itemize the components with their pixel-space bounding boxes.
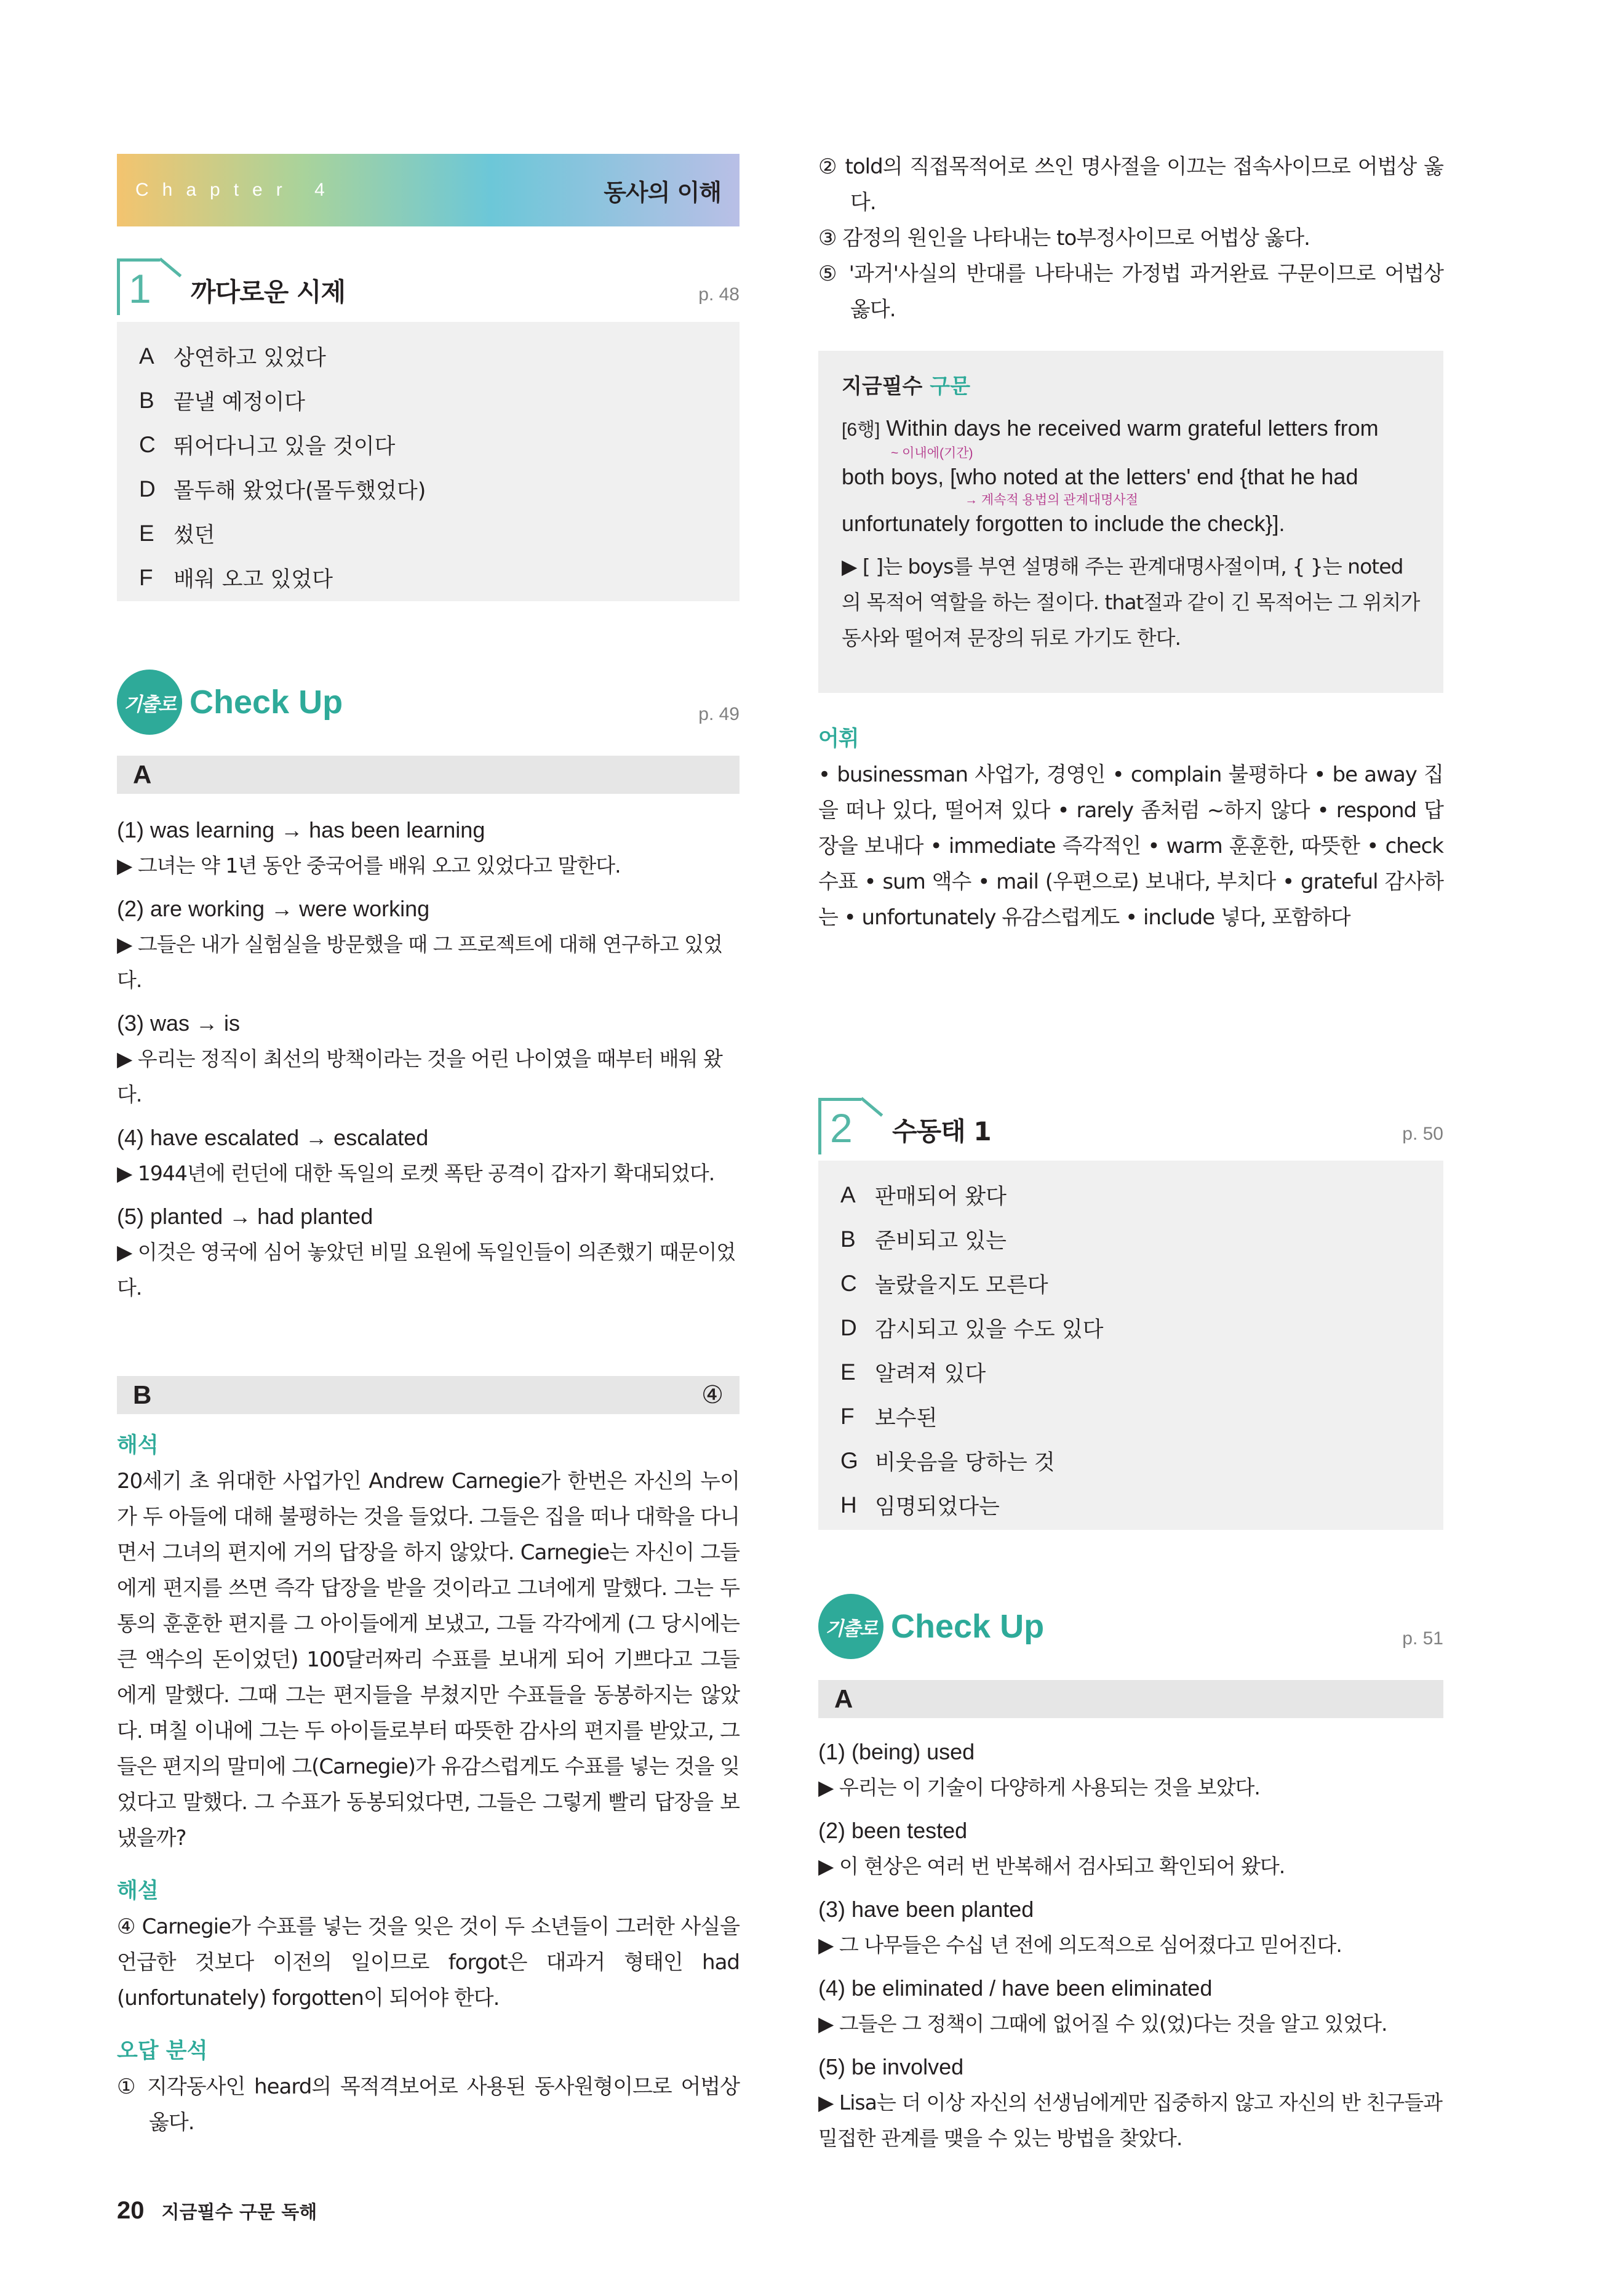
list-item (117, 1199, 740, 1306)
gloss-note: ~ 이내에(기간) (891, 446, 973, 460)
vocab-label: 어휘 (818, 727, 859, 751)
sentence-line: unfortunately forgotten to include the check}]. (842, 511, 1285, 536)
section2-title: 수동태 1 (892, 1116, 991, 1146)
gloss-note: → 계속적 용법의 관계대명사절 (965, 493, 1138, 507)
section1-number: 1 (117, 258, 160, 315)
vocab-text: • businessman 사업가, 경영인 • complain 불평하다 • be away 집을 떠나 있다, 떨어져 있다 • rarely 좀처럼 ~하지 않다 • respond 답장을 보내다 • immediate 즉각적인 • warm 훈훈한, 따뜻한 • check 수표 • sum 액수 • mail (우편으로) 보내다, 부치다 • grateful 감사하는 • unfortunately 유감스럽게도 • include 넣다, 포함하다 (818, 762, 1443, 930)
answer-text: 배워 오고 있었다 (173, 567, 333, 592)
answer-row (139, 378, 717, 423)
checkup1-a-items (117, 812, 740, 1313)
part-a-bar (117, 756, 740, 794)
answer-text: 감시되고 있을 수도 있다 (875, 1318, 1104, 1342)
grammar-note: ▶ [ ]는 boys를 부연 설명해 주는 관계대명사절이며, { }는 noted의 목적어 역할을 하는 절이다. that절과 같이 긴 목적어는 그 위치가 동사와 떨어져 문장의 뒤로 가기도 한다. (842, 554, 1420, 650)
section2-answer-box (818, 1161, 1443, 1530)
section1-title: 까다로운 시제 (191, 277, 346, 307)
item-translation: ▶ 우리는 이 기술이 다양하게 사용되는 것을 보았다. (818, 1775, 1260, 1799)
list-item (818, 1813, 1443, 1884)
line-tag: [6행] (842, 420, 880, 440)
explanation-text: ④ Carnegie가 수표를 넣는 것을 잊은 것이 두 소년들이 그러한 사실을 언급한 것보다 이전의 일이므로 forgot은 대과거 형태인 had (unfortunately) forgotten이 되어야 한다. (117, 1914, 740, 2010)
item-translation: ▶ 그들은 그 정책이 그때에 없어질 수 있(었)다는 것을 알고 있었다. (818, 2012, 1387, 2036)
item-answer: (1) (being) used (818, 1739, 975, 1764)
chapter-title: 동사의 이해 (604, 178, 721, 206)
answer-letter: F (840, 1404, 855, 1429)
error-item: ① 지각동사인 heard의 목적격보어로 사용된 동사원형이므로 어법상 옳다. (117, 2074, 740, 2135)
answer-letter: A (139, 343, 154, 369)
item-answer: (2) are working → were working (117, 896, 430, 921)
item-translation: ▶ 이 현상은 여러 번 반복해서 검사되고 확인되어 왔다. (818, 1854, 1285, 1878)
answer-text: 뛰어다니고 있을 것이다 (173, 434, 396, 459)
item-answer: (5) planted → had planted (117, 1204, 373, 1229)
list-item (117, 891, 740, 998)
answer-letter: D (139, 476, 156, 502)
answer-row (840, 1306, 1421, 1350)
checkup-title: Check Up (189, 684, 343, 721)
list-item (818, 1892, 1443, 1963)
item-translation: ▶ 우리는 정직이 최선의 방책이라는 것을 어린 나이였을 때부터 배워 왔다. (117, 1047, 722, 1106)
answer-text: 판매되어 왔다 (875, 1185, 1007, 1209)
checkup2-header (818, 1594, 1443, 1662)
item-translation: ▶ Lisa는 더 이상 자신의 선생님에게만 집중하지 않고 자신의 반 친구들과 밀접한 관계를 맺을 수 있는 방법을 찾았다. (818, 2090, 1442, 2150)
section2-header (818, 1098, 1443, 1154)
list-item (818, 1970, 1443, 2042)
answer-letter: A (840, 1182, 856, 1207)
item-answer: (4) have escalated → escalated (117, 1125, 429, 1150)
answer-letter: E (139, 521, 154, 546)
answer-text: 비웃음을 당하는 것 (875, 1450, 1055, 1475)
answer-row (139, 467, 717, 511)
translation-text: 20세기 초 위대한 사업가인 Andrew Carnegie가 한번은 자신의 누이가 두 아들에 대해 불평하는 것을 들었다. 그들은 집을 떠나 대학을 다니면서 그녀의 편지에 거의 답장을 하지 않았다. Carnegie는 자신이 그들에게 편지를 쓰면 즉각 답장을 받을 것이라고 그녀에게 말했다. 그는 두 통의 훈훈한 편지를 그 아이들에게 보냈고, 그들 각각에게 (그 당시에는 큰 액수의 돈이었던) 100달러짜리 수표를 보내게 되어 기쁘다고 그들에게 말했다. 그때 그는 편지들을 부쳤지만 수표들을 동봉하지는 않았다. 며칠 이내에 그는 두 아이들로부터 따뜻한 감사의 편지를 받았고, 그들은 편지의 말미에 그(Carnegie)가 유감스럽게도 수표를 넣는 것을 잊었다고 말했다. 그 수표가 동봉되었다면, 그들은 그렇게 빨리 답장을 보냈을까? (117, 1469, 740, 1850)
answer-row (840, 1173, 1421, 1217)
answer-row (840, 1350, 1421, 1394)
checkup2-a-items (818, 1734, 1443, 2164)
answer-row (139, 423, 717, 467)
chapter-label: Chapter 4 (135, 180, 338, 200)
key-grammar-box (818, 351, 1443, 693)
explanation-label: 해설 (117, 1879, 159, 1903)
answer-text: 임명되었다는 (875, 1495, 1000, 1519)
item-translation: ▶ 그녀는 약 1년 동안 중국어를 배워 오고 있었다고 말한다. (117, 854, 621, 878)
item-translation: ▶ 이것은 영국에 심어 놓았던 비밀 요원에 독일인들이 의존했기 때문이었다. (117, 1240, 736, 1300)
section1-answer-box (117, 322, 740, 601)
part-answer: ④ (701, 1381, 724, 1409)
checkup-badge: 기출로 (818, 1594, 883, 1659)
list-item (818, 2049, 1443, 2156)
part-a-bar (818, 1680, 1443, 1718)
error-item: ③ 감정의 원인을 나타내는 to부정사이므로 어법상 옳다. (818, 226, 1310, 250)
list-item (117, 1006, 740, 1113)
answer-letter: B (139, 388, 154, 413)
grammar-title-sub: 구문 (930, 374, 970, 399)
answer-text: 놀랐을지도 모른다 (875, 1273, 1048, 1298)
answer-row (840, 1262, 1421, 1306)
chapter-banner (117, 154, 740, 226)
page-number: 20 (117, 2197, 145, 2224)
section2-number: 2 (818, 1098, 861, 1154)
answer-row (840, 1217, 1421, 1262)
part-letter: B (133, 1380, 152, 1409)
grammar-sentence (842, 415, 1420, 537)
checkup-page-ref: p. 51 (1402, 1628, 1443, 1649)
answer-letter: D (840, 1315, 857, 1340)
checkup-title: Check Up (891, 1608, 1045, 1645)
part-b-bar (117, 1376, 740, 1414)
item-translation: ▶ 그 나무들은 수십 년 전에 의도적으로 심어졌다고 믿어진다. (818, 1933, 1342, 1957)
section2-page-ref: p. 50 (1402, 1124, 1443, 1144)
item-answer: (3) have been planted (818, 1897, 1034, 1922)
answer-row (840, 1439, 1421, 1483)
answer-row (840, 1394, 1421, 1439)
item-translation: ▶ 1944년에 런던에 대한 독일의 로켓 폭탄 공격이 갑자기 확대되었다. (117, 1161, 715, 1185)
error-item: ⑤ '과거'사실의 반대를 나타내는 가정법 과거완료 구문이므로 어법상 옳다. (818, 262, 1443, 322)
part-letter: A (834, 1684, 853, 1713)
book-title: 지금필수 구문 독해 (161, 2202, 317, 2223)
page-footer (117, 2197, 317, 2225)
section-corner-decoration (860, 1097, 883, 1117)
errors-label: 오답 분석 (117, 2039, 208, 2063)
checkup-badge: 기출로 (117, 670, 182, 735)
part-b-content (117, 1428, 740, 2140)
answer-text: 준비되고 있는 (875, 1229, 1007, 1254)
answer-row (139, 511, 717, 556)
answer-letter: C (840, 1271, 857, 1296)
answer-text: 끝낼 예정이다 (173, 390, 305, 415)
grammar-title (842, 369, 1420, 399)
section1-header (117, 258, 740, 315)
answer-row (139, 556, 717, 600)
list-item (117, 812, 740, 884)
answer-text: 상연하고 있었다 (173, 346, 326, 370)
answer-letter: B (840, 1226, 856, 1252)
section-corner-decoration (159, 258, 181, 278)
part-letter: A (133, 760, 152, 789)
error-analysis-continued (818, 149, 1443, 327)
item-answer: (5) be involved (818, 2054, 964, 2079)
translation-label: 해석 (117, 1433, 159, 1458)
item-translation: ▶ 그들은 내가 실험실을 방문했을 때 그 프로젝트에 대해 연구하고 있었다. (117, 932, 722, 992)
answer-letter: C (139, 432, 156, 457)
vocabulary (818, 721, 1443, 935)
answer-row (139, 334, 717, 378)
answer-row (840, 1483, 1421, 1527)
section1-page-ref: p. 48 (698, 284, 740, 305)
item-answer: (3) was → is (117, 1010, 241, 1036)
answer-letter: F (139, 565, 153, 590)
sentence-line: both boys, [who noted at the letters' end {that he had (842, 464, 1358, 489)
list-item (818, 1734, 1443, 1806)
answer-text: 알려져 있다 (875, 1362, 986, 1386)
error-item: ② told의 직접목적어로 쓰인 명사절을 이끄는 접속사이므로 어법상 옳다. (818, 154, 1443, 215)
answer-text: 보수된 (875, 1406, 938, 1431)
sentence-line: Within days he received warm grateful letters from (886, 415, 1379, 441)
checkup1-header (117, 670, 740, 737)
answer-letter: H (840, 1492, 857, 1518)
answer-text: 몰두해 왔었다(몰두했었다) (173, 479, 426, 503)
answer-letter: E (840, 1359, 856, 1385)
answer-letter: G (840, 1448, 858, 1473)
item-answer: (1) was learning → has been learning (117, 817, 485, 842)
item-answer: (4) be eliminated / have been eliminated (818, 1975, 1213, 2001)
checkup-page-ref: p. 49 (698, 704, 740, 724)
answer-text: 썼던 (173, 523, 215, 548)
list-item (117, 1120, 740, 1191)
grammar-title-main: 지금필수 (842, 374, 923, 399)
item-answer: (2) been tested (818, 1818, 968, 1843)
